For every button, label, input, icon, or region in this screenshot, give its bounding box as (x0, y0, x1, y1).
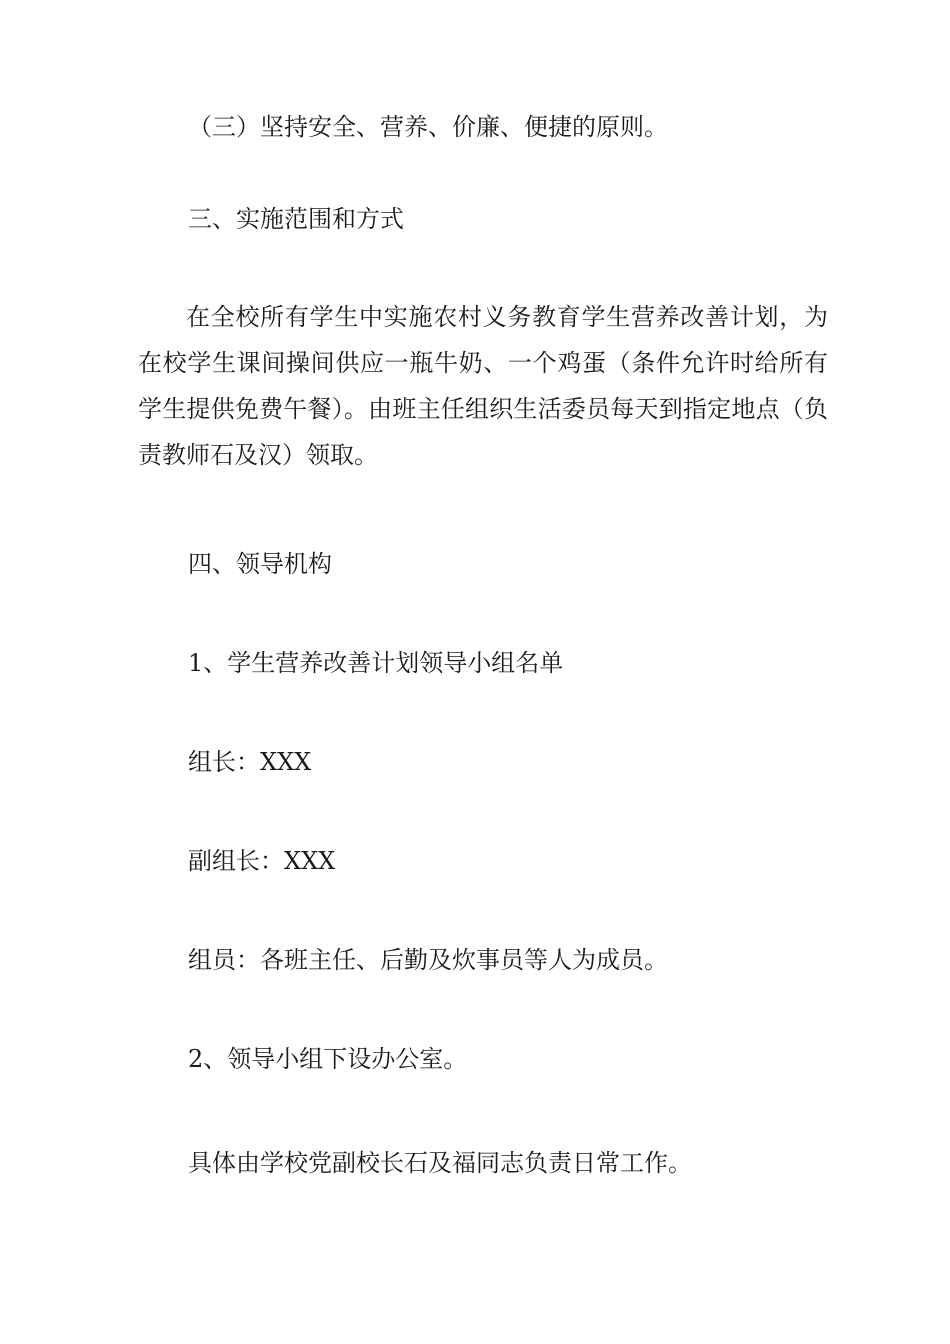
office-duty-line: 具体由学校党副校长石及福同志负责日常工作。 (188, 1149, 692, 1177)
item-one-heading: 1、学生营养改善计划领导小组名单 (188, 649, 564, 677)
section-four-heading: 四、领导机构 (188, 550, 332, 578)
item-two-heading: 2、领导小组下设办公室。 (188, 1045, 468, 1073)
principle-line: （三）坚持安全、营养、价廉、便捷的原则。 (188, 113, 668, 141)
members-line: 组员：各班主任、后勤及炊事员等人为成员。 (188, 946, 668, 974)
leader-line: 组长：XXX (188, 748, 312, 776)
section-three-heading: 三、实施范围和方式 (188, 205, 404, 233)
deputy-leader-line: 副组长：XXX (188, 847, 336, 875)
implementation-paragraph: 在全校所有学生中实施农村义务教育学生营养改善计划，为在校学生课间操间供应一瓶牛奶、一个鸡蛋（条件允许时给所有学生提供免费午餐）。由班主任组织生活委员每天到指定地点（负责教师石及汉）领取。 (138, 303, 828, 469)
